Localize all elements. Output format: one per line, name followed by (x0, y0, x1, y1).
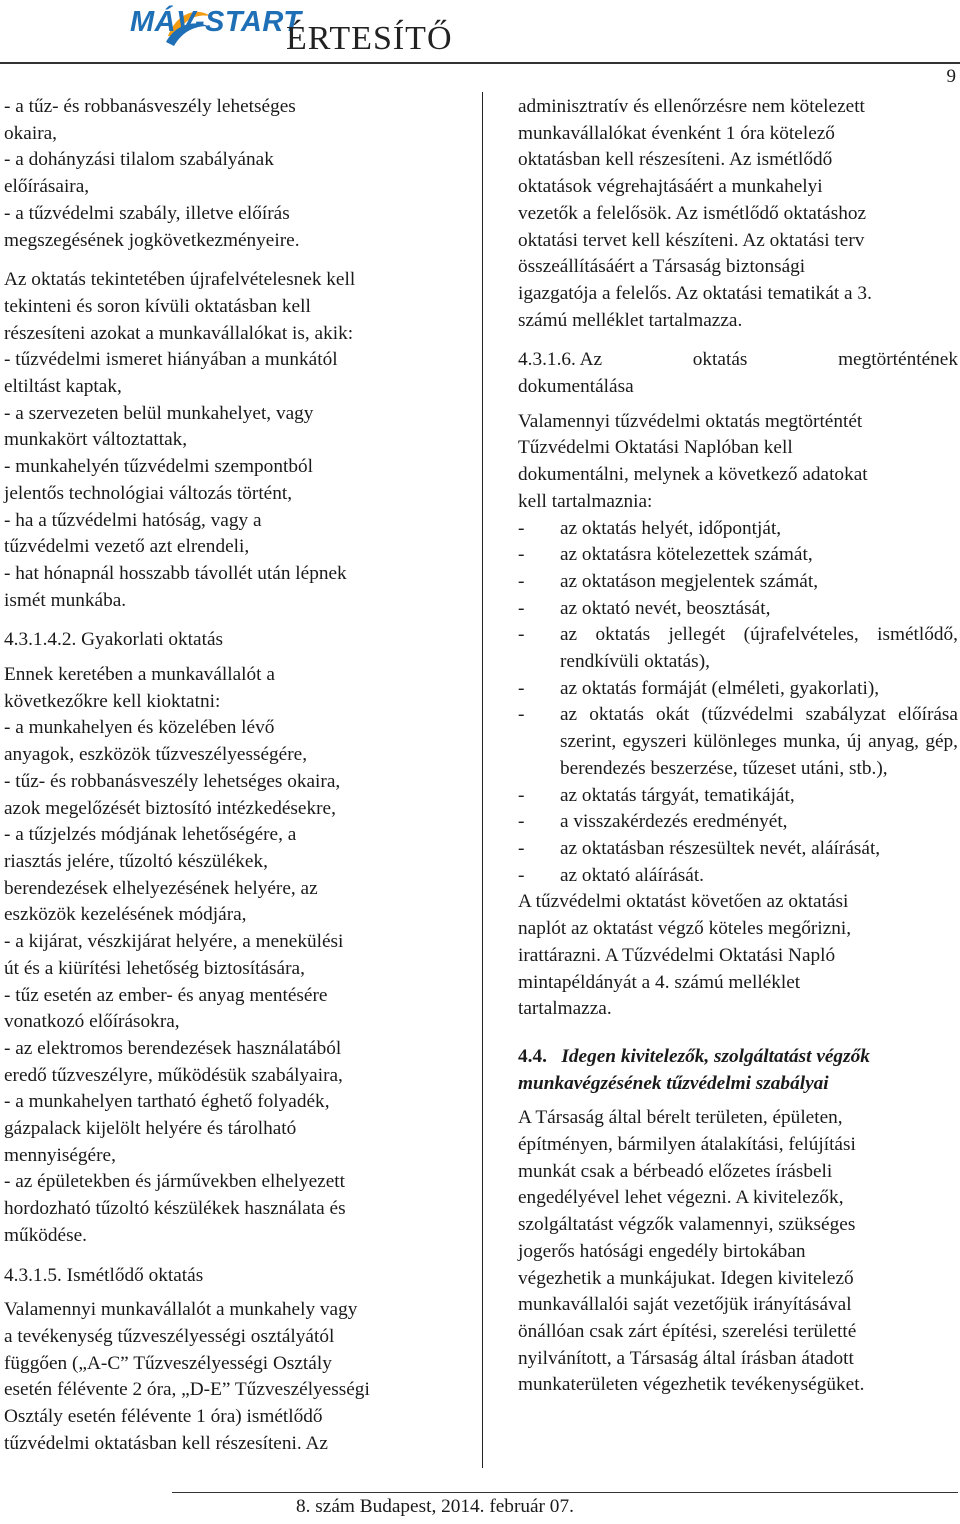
text-line: mennyiségére, (4, 1144, 116, 1166)
text-line: munkát csak a bérbeadó előzetes írásbeli (518, 1160, 833, 1182)
text-line: oktatásban kell részesíteni. Az ismétlődő (518, 149, 833, 171)
text-line: Osztály esetén félévente 1 óra) ismétlődő (4, 1406, 323, 1428)
text-line: - az épületekben és járművekben elhelyezett (4, 1171, 345, 1193)
text-line: Valamennyi tűzvédelmi oktatás megtörténtét (518, 410, 863, 432)
heading-word: oktatás (692, 349, 748, 371)
list-item (518, 783, 958, 810)
list-item (518, 836, 958, 863)
text-line: összeállításáért a Társaság biztonsági (518, 256, 806, 278)
list-item-text: az oktatásra kötelezettek számát, (560, 544, 813, 566)
text-line: - hat hónapnál hosszabb távollét után lépnek (4, 562, 347, 584)
list-item-text: az oktatáson megjelentek számát, (560, 570, 819, 592)
text-line: munkavállalói saját vezetőjük irányításával (518, 1294, 852, 1316)
text-line: munkaterületen végezhetik tevékenységüket. (518, 1374, 865, 1396)
list-item-text: az oktatás jellegét (újrafelvételes, ismétlődő, rendkívüli oktatás), (560, 624, 958, 673)
list-item (518, 676, 958, 703)
list-item (518, 702, 958, 782)
list-dash: - (518, 624, 525, 646)
text-line: következőkre kell kioktatni: (4, 690, 221, 712)
text-line: adminisztratív és ellenőrzésre nem kötelezett (518, 96, 865, 117)
list-item (518, 569, 958, 596)
text-line: tűzvédelmi vezető azt elrendeli, (4, 536, 250, 558)
text-line: működése. (4, 1224, 87, 1246)
text-line: mintapéldányát a 4. számú melléklet (518, 971, 801, 993)
list-item (518, 622, 958, 675)
section-heading: 4.3.1.4.2. Gyakorlati oktatás (4, 629, 224, 651)
text-line: eszközök kezelésének módjára, (4, 904, 247, 926)
section-heading-cont (518, 1071, 958, 1098)
list-dash: - (518, 784, 525, 806)
list-dash: - (518, 570, 525, 592)
section-heading (518, 347, 958, 374)
text-line: építményen, bármilyen átalakítási, felújítási (518, 1134, 856, 1156)
list-dash: - (518, 544, 525, 566)
heading-number: 4.4. (518, 1045, 547, 1067)
text-line: Valamennyi munkavállalót a munkahely vagy (4, 1299, 358, 1321)
logo-text: MÁV-START (130, 6, 302, 38)
text-line: - a tűzjelzés módjának lehetőségére, a (4, 824, 297, 846)
text-line: naplót az oktatást végző köteles megőrizni, (518, 918, 852, 940)
heading-title-cont: munkavégzésének tűzvédelmi szabályai (518, 1072, 829, 1094)
text-line: önállóan csak zárt építési, szerelési területté (518, 1320, 857, 1342)
text-line: számú melléklet tartalmazza. (518, 309, 743, 331)
text-line: - tűz- és robbanásveszély lehetséges okaira, (4, 770, 341, 792)
text-line: - ha a tűzvédelmi hatóság, vagy a (4, 509, 262, 531)
text-line: A Társaság által bérelt területen, épületen, (518, 1107, 843, 1129)
text-line: anyagok, eszközök tűzveszélyességére, (4, 744, 308, 766)
list-item (518, 863, 958, 890)
list-dash: - (518, 677, 525, 699)
text-line: engedélyével lehet végezni. A kivitelezők, (518, 1187, 844, 1209)
text-line: részesíteni azokat a munkavállalókat is, akik: (4, 322, 354, 344)
text-line: végezhetik a munkájukat. Idegen kivitelező (518, 1267, 854, 1289)
text-line: gázpalack kijelölt helyére és tárolható (4, 1118, 297, 1140)
text-line: a tevékenység tűzveszélyességi osztályától (4, 1325, 335, 1347)
text-line: vezetők a felelősök. Az ismétlődő oktatáshoz (518, 202, 867, 224)
heading-title: Idegen kivitelezők, szolgáltatást végzők (561, 1045, 870, 1067)
text-line: tűzvédelmi oktatásban kell részesíteni. Az (4, 1432, 328, 1454)
list-item-text: az oktatás okát (tűzvédelmi szabályzat előírása szerint, egyszeri különleges munka, új anyag, gép, berendezés beszerzése, tűzeset utáni, stb.), (560, 704, 958, 779)
list-dash: - (518, 837, 525, 859)
text-line: kell tartalmaznia: (518, 490, 653, 512)
list-item-text: az oktató nevét, beosztását, (560, 597, 771, 619)
list-dash: - (518, 864, 525, 886)
text-line: jogerős hatósági engedély birtokában (518, 1240, 806, 1262)
footer-rule (172, 1492, 958, 1493)
list-dash: - (518, 704, 525, 726)
text-line: eredő tűzveszélyre, működésük szabályaira, (4, 1064, 343, 1086)
heading-word: megtörténtének (838, 349, 958, 371)
text-line: azok megelőzését biztosító intézkedésekre, (4, 797, 336, 819)
list-item-text: az oktatás formáját (elméleti, gyakorlati), (560, 677, 880, 699)
text-line: - a dohányzási tilalom szabályának (4, 149, 274, 171)
text-line: - a tűzvédelmi szabály, illetve előírás (4, 202, 290, 224)
text-line: oktatási tervet kell készíteni. Az oktatási terv (518, 229, 865, 251)
list-item-text: az oktatás helyét, időpontját, (560, 517, 782, 539)
text-line: megszegésének jogkövetkezményeire. (4, 229, 300, 251)
text-line: - a kijárat, vészkijárat helyére, a menekülési (4, 931, 344, 953)
text-line: út és a kiürítési lehetőség biztosítására, (4, 957, 305, 979)
text-line: - az elektromos berendezések használatából (4, 1037, 342, 1059)
text-line: tartalmazza. (518, 998, 612, 1020)
text-line: előírásaira, (4, 176, 90, 198)
text-line: - munkahelyén tűzvédelmi szempontból (4, 456, 313, 478)
page-header (0, 0, 960, 87)
text-line: esetén félévente 2 óra, „D-E” Tűzveszélyességi (4, 1379, 370, 1401)
list-item-text: az oktatás tárgyát, tematikáját, (560, 784, 795, 806)
text-line: Ennek keretében a munkavállalót a (4, 664, 275, 686)
text-line: igazgatója a felelős. Az oktatási tematikát a 3. (518, 282, 872, 304)
list-item-text: a visszakérdezés eredményét, (560, 811, 788, 833)
text-line: eltiltást kaptak, (4, 376, 122, 398)
text-line: vonatkozó előírásokra, (4, 1011, 180, 1033)
text-line: berendezések elhelyezésének helyére, az (4, 877, 318, 899)
list-dash: - (518, 811, 525, 833)
column-divider (482, 92, 483, 1468)
section-heading: 4.3.1.5. Ismétlődő oktatás (4, 1264, 204, 1286)
list-item (518, 596, 958, 623)
text-line: Az oktatás tekintetében újrafelvételesnek kell (4, 269, 356, 291)
text-line: szolgáltatást végzők valamennyi, szükséges (518, 1214, 856, 1236)
page-footer: 8. szám Budapest, 2014. február 07. (296, 1496, 574, 1517)
list-item-text: az oktatásban részesültek nevét, aláírását, (560, 837, 881, 859)
text-line: munkavállalókat évenként 1 óra kötelező (518, 122, 835, 144)
text-line: hordozható tűzoltó készülékek használata és (4, 1198, 346, 1220)
heading-number: 4.3.1.6. Az (518, 349, 603, 371)
list-item (518, 809, 958, 836)
list-dash: - (518, 597, 525, 619)
text-line: függően („A-C” Tűzveszélyességi Osztály (4, 1352, 332, 1374)
text-line: okaira, (4, 122, 57, 144)
text-line: tekinteni és soron kívüli oktatásban kell (4, 295, 311, 317)
list-item-text: az oktató aláírását. (560, 864, 704, 886)
text-line: riasztás jelére, tűzoltó készülékek, (4, 850, 268, 872)
list-dash: - (518, 517, 525, 539)
text-line: - a munkahelyen és közelében lévő (4, 717, 275, 739)
text-line: Tűzvédelmi Oktatási Naplóban kell (518, 437, 793, 459)
text-line: - a tűz- és robbanásveszély lehetséges (4, 96, 296, 117)
text-line: irattárazni. A Tűzvédelmi Oktatási Napló (518, 944, 836, 966)
text-line: oktatások végrehajtásáért a munkahelyi (518, 176, 823, 198)
text-line: munkakört változtattak, (4, 429, 188, 451)
text-line: dokumentálni, melynek a következő adatokat (518, 464, 868, 486)
publication-title: ÉRTESÍTŐ (286, 20, 453, 57)
text-line: - tűz esetén az ember- és anyag mentésére (4, 984, 328, 1006)
list-item (518, 542, 958, 569)
text-line: ismét munkába. (4, 589, 127, 611)
text-line: nyilvánított, a Társaság által írásban átadott (518, 1347, 854, 1369)
text-line: - a munkahelyen tartható éghető folyadék, (4, 1091, 330, 1113)
section-heading (518, 1044, 958, 1071)
text-line: A tűzvédelmi oktatást követően az oktatási (518, 891, 849, 913)
header-rule (0, 62, 960, 64)
right-column (518, 94, 958, 1399)
list-item (518, 516, 958, 543)
text-line: - a szervezeten belül munkahelyet, vagy (4, 402, 314, 424)
section-heading-cont: dokumentálása (518, 376, 634, 398)
text-line: - tűzvédelmi ismeret hiányában a munkától (4, 349, 338, 371)
page-number: 9 (946, 66, 956, 87)
left-column (4, 94, 444, 1457)
text-line: jelentős technológiai változás történt, (4, 482, 293, 504)
